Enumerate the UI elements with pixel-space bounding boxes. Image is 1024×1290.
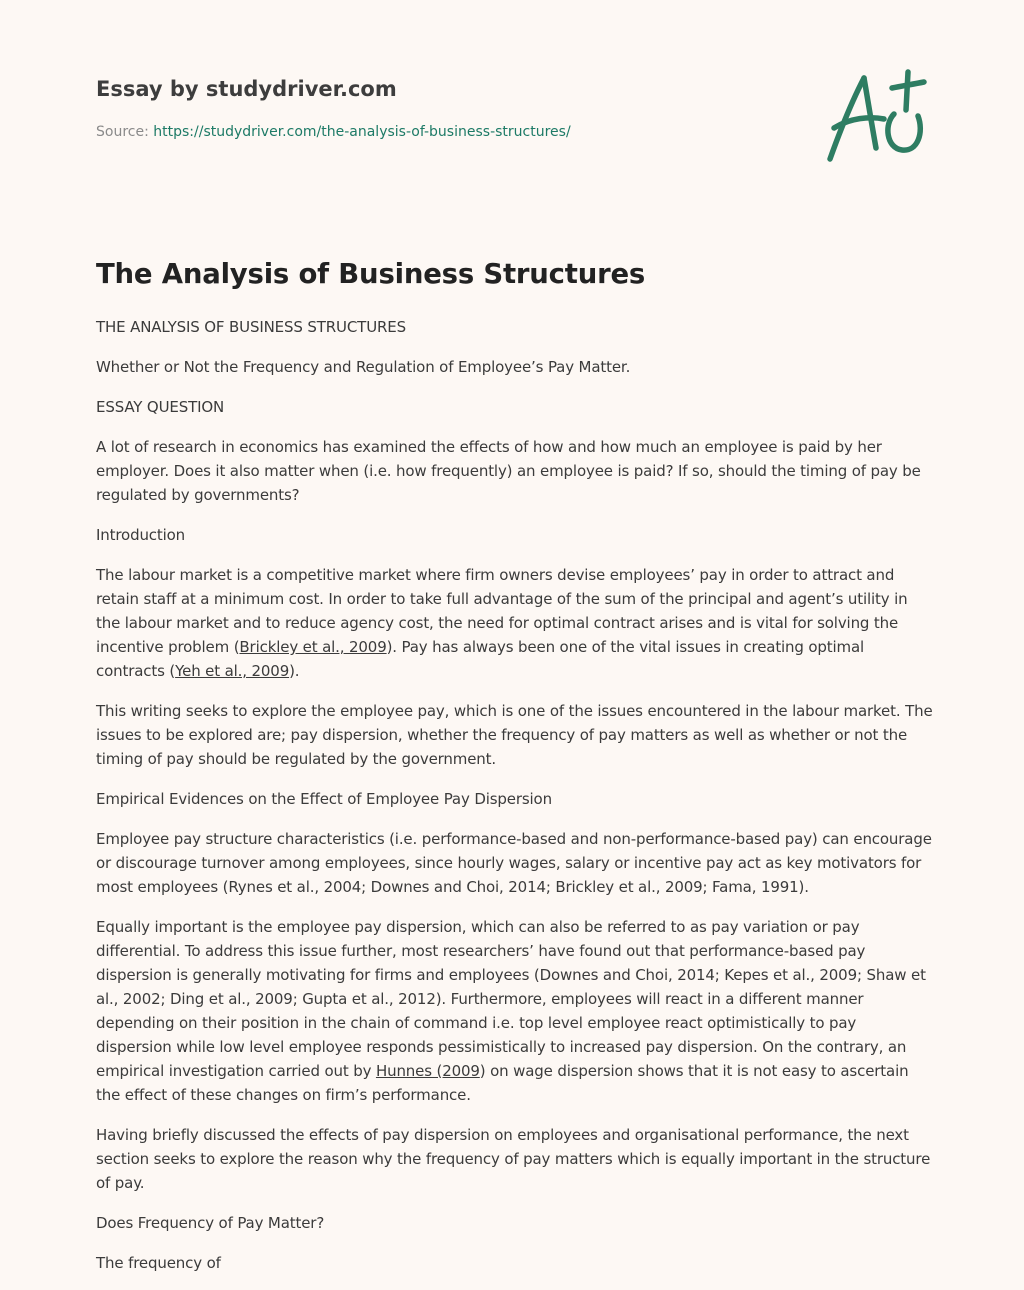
citation-link-hunnes[interactable]: Hunnes (2009 <box>375 1062 480 1080</box>
text-span: ). <box>289 662 300 680</box>
essay-content <box>96 252 936 1275</box>
paragraph-pay-structure: Employee pay structure characteristics (i.e. performance-based and non-performance-based pay) can encourage or discourage turnover among employees, since hourly wages, salary or incentive pay act as key motivators for most employees (Rynes et al., 2004; Downes and Choi, 2014; Brickley et al., 2009; Fama, 1991). <box>96 830 932 896</box>
paragraph-labour-market <box>96 563 936 683</box>
essay-title: The Analysis of Business Structures <box>96 258 646 290</box>
source-line <box>96 122 936 142</box>
paragraph-transition: Having briefly discussed the effects of pay dispersion on employees and organisational performance, the next section seeks to explore the reason why the frequency of pay matters which is equally important in the structure of pay. <box>96 1126 931 1192</box>
paragraph-heading-caps: THE ANALYSIS OF BUSINESS STRUCTURES <box>96 318 406 336</box>
paragraph-essay-question-label: ESSAY QUESTION <box>96 398 225 416</box>
paragraph-writing-purpose: This writing seeks to explore the employee pay, which is one of the issues encountered in the labour market. The issues to be explored are; pay dispersion, whether the frequency of pay matters as well as whether or not the timing of pay should be regulated by the government. <box>96 702 933 768</box>
page-header <box>96 74 936 142</box>
paragraph-empirical-heading: Empirical Evidences on the Effect of Employee Pay Dispersion <box>96 790 552 808</box>
a-plus-logo-icon <box>820 66 930 166</box>
site-title: Essay by studydriver.com <box>96 77 397 101</box>
source-label: Source: <box>96 124 149 140</box>
text-span: ) on wage dispersion shows that it is not easy to ascertain the effect of these changes on firm’s performance. <box>96 1062 909 1104</box>
text-span: The labour market is a competitive market where firm owners devise employees’ pay in order to attract and retain staff at a minimum cost. In order to take full advantage of the sum of the principal and agent’s utility in the labour market and to reduce agency cost, the need for optimal contract arises and is vital for solving the incentive problem ( <box>96 566 908 656</box>
paragraph-essay-question: A lot of research in economics has examined the effects of how and how much an employee is paid by her employer. Does it also matter when (i.e. how frequently) an employee is paid? If so, should the timing of pay be regulated by governments? <box>96 438 921 504</box>
text-span: Equally important is the employee pay dispersion, which can also be referred to as pay variation or pay differential. To address this issue further, most researchers’ have found out that performance-based pay dispersion is generally motivating for firms and employees (Downes and Choi, 2014; Kepes et al., 2009; Shaw et al., 2002; Ding et al., 2009; Gupta et al., 2012). Furthermore, employees will react in a different manner depending on their position in the chain of command i.e. top level employee react optimistically to pay dispersion while low level employee responds pessimistically to increased pay dispersion. On the contrary, an empirical investigation carried out by <box>96 918 926 1080</box>
paragraph-pay-dispersion <box>96 915 936 1107</box>
source-link[interactable]: https://studydriver.com/the-analysis-of-business-structures/ <box>153 124 571 140</box>
paragraph-frequency-heading: Does Frequency of Pay Matter? <box>96 1214 325 1232</box>
text-span: ). Pay has always been one of the vital issues in creating optimal contracts ( <box>96 638 865 680</box>
citation-link-yeh[interactable]: Yeh et al., 2009 <box>175 662 290 680</box>
citation-link-brickley[interactable]: Brickley et al., 2009 <box>239 638 387 656</box>
paragraph-subtitle: Whether or Not the Frequency and Regulation of Employee’s Pay Matter. <box>96 358 631 376</box>
paragraph-frequency-start: The frequency of <box>96 1254 221 1272</box>
paragraph-introduction-heading: Introduction <box>96 526 186 544</box>
